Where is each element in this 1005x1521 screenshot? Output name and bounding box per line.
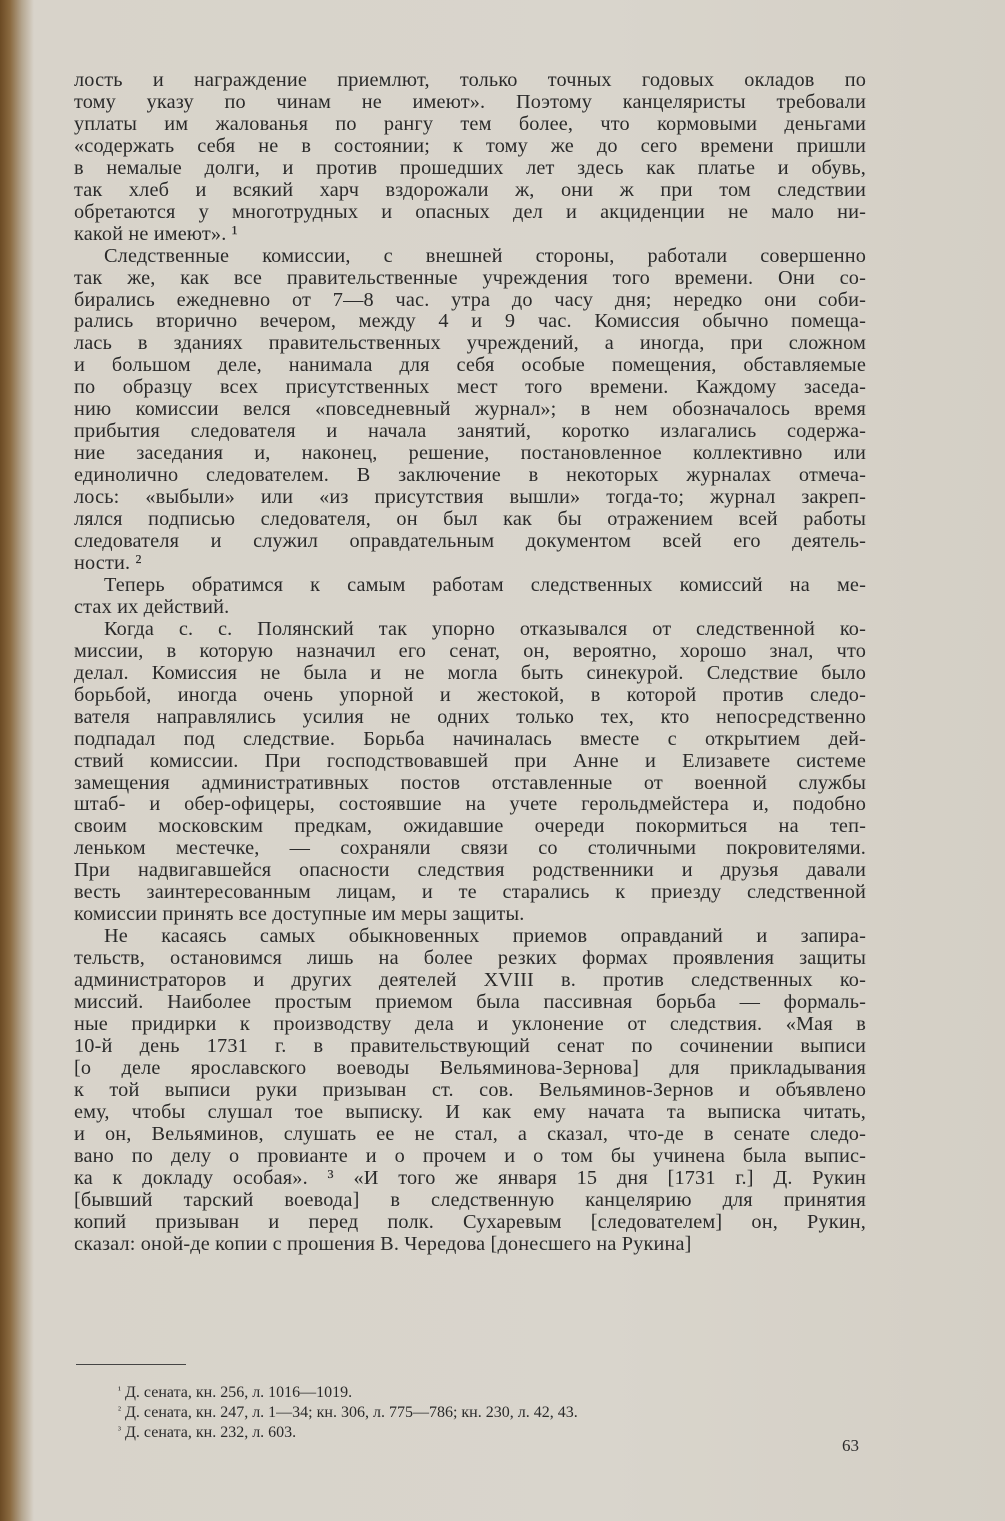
text-line: бирались ежедневно от 7—8 час. утра до часу дня; нередко они соби- bbox=[74, 289, 866, 311]
text-line: администраторов и других деятелей XVIII в. против следственных ко- bbox=[74, 970, 866, 992]
text-line: по образцу всех присутственных мест того времени. Каждому заседа- bbox=[74, 377, 866, 399]
footnote-mark: ³ bbox=[118, 1425, 121, 1436]
text-line: рались вторично вечером, между 4 и 9 час. Комиссия обычно помеща- bbox=[74, 311, 866, 333]
text-line: обретаются у многотрудных и опасных дел и акциденции не мало ни- bbox=[74, 201, 866, 223]
text-line: ствий комиссии. При господствовавшей при Анне и Елизавете системе bbox=[74, 750, 866, 772]
text-line: тельств, остановимся лишь на более резких формах проявления защиты bbox=[74, 948, 866, 970]
body-text bbox=[74, 70, 866, 1255]
text-line: штаб- и обер-офицеры, состоявшие на учете герольдмейстера и, подобно bbox=[74, 794, 866, 816]
text-line: тому указу по чинам не имеют». Поэтому канцеляристы требовали bbox=[74, 91, 866, 113]
footnote-mark: ² bbox=[118, 1405, 121, 1416]
footnote bbox=[118, 1422, 578, 1442]
footnote-text: Д. сената, кн. 232, л. 603. bbox=[125, 1424, 297, 1441]
page-number: 63 bbox=[842, 1436, 859, 1455]
text-line: лось: «выбыли» или «из присутствия вышли» тогда-то; журнал закреп- bbox=[74, 487, 866, 509]
footnote-text: Д. сената, кн. 256, л. 1016—1019. bbox=[125, 1384, 353, 1401]
text-line: копий призыван и перед полк. Сухаревым [следователем] он, Рукин, bbox=[74, 1211, 866, 1233]
text-line: подпадал под следствие. Борьба начиналась вместе с открытием дей- bbox=[74, 728, 866, 750]
text-line: 10-й день 1731 г. в правительствующий сенат по сочинении выписи bbox=[74, 1035, 866, 1057]
text-line: стах их действий. bbox=[74, 596, 230, 618]
footnote-text: Д. сената, кн. 247, л. 1—34; кн. 306, л. 775—786; кн. 230, л. 42, 43. bbox=[125, 1404, 578, 1421]
text-line: леньком местечке, — сохраняли связи со столичными покровителями. bbox=[74, 838, 866, 860]
text-line: Когда с. с. Полянский так упорно отказывался от следственной ко- bbox=[104, 618, 866, 640]
text-line: Следственные комиссии, с внешней стороны, работали совершенно bbox=[104, 245, 866, 267]
text-line: так же, как все правительственные учреждения того времени. Они со- bbox=[74, 267, 866, 289]
paragraph bbox=[74, 70, 866, 246]
footnote-separator bbox=[76, 1364, 186, 1365]
text-line: вано по делу о провианте и о прочем и о том бы учинена была выпис- bbox=[74, 1145, 866, 1167]
footnotes bbox=[118, 1382, 578, 1442]
text-line: сказал: оной-де копии с прошения В. Чередова [донесшего на Рукина] bbox=[74, 1233, 692, 1255]
text-line: «содержать себя не в состоянии; к тому же до сего времени пришли bbox=[74, 135, 866, 157]
text-line: лость и награждение приемлют, только точных годовых окладов по bbox=[74, 70, 866, 91]
text-line: ности. ² bbox=[74, 552, 142, 574]
footnote bbox=[118, 1382, 578, 1402]
text-line: ние заседания и, наконец, решение, постановленное коллективно или bbox=[74, 443, 866, 465]
text-line: весть заинтересованным лицам, и те старались к приезду следственной bbox=[74, 882, 866, 904]
text-line: уплаты им жалованья по рангу тем более, что кормовыми деньгами bbox=[74, 113, 866, 135]
text-line: своим московским предкам, ожидавшие очереди покормиться на теп- bbox=[74, 816, 866, 838]
paragraph bbox=[74, 619, 866, 926]
text-line: миссии, в которую назначил его сенат, он, вероятно, хорошо знал, что bbox=[74, 640, 866, 662]
footnote-mark: ¹ bbox=[118, 1385, 121, 1396]
text-line: [о деле ярославского воеводы Вельяминова-Зернова] для прикладывания bbox=[74, 1057, 866, 1079]
paragraph bbox=[74, 246, 866, 575]
text-line: делал. Комиссия не была и не могла быть синекурой. Следствие было bbox=[74, 662, 866, 684]
text-line: замещения административных постов отставленные от военной службы bbox=[74, 772, 866, 794]
text-line: к той выписи руки призыван ст. сов. Вельяминов-Зернов и объявлено bbox=[74, 1079, 866, 1101]
text-line: следователя и служил оправдательным документом всей его деятель- bbox=[74, 531, 866, 553]
text-line: миссий. Наиболее простым приемом была пассивная борьба — формаль- bbox=[74, 992, 866, 1014]
footnote bbox=[118, 1402, 578, 1422]
text-line: и он, Вельяминов, слушать ее не стал, а сказал, что-де в сенате следо- bbox=[74, 1123, 866, 1145]
text-line: прибытия следователя и начала занятий, коротко излагались содержа- bbox=[74, 421, 866, 443]
text-line: какой не имеют». ¹ bbox=[74, 223, 238, 245]
text-line: ные придирки к производству дела и уклонение от следствия. «Мая в bbox=[74, 1013, 866, 1035]
text-line: ему, чтобы слушал тое выписку. И как ему начата та выписка читать, bbox=[74, 1101, 866, 1123]
text-line: нию комиссии велся «повседневный журнал»; в нем обозначалось время bbox=[74, 399, 866, 421]
text-line: борьбой, иногда очень упорной и жестокой, в которой против следо- bbox=[74, 684, 866, 706]
text-line: Не касаясь самых обыкновенных приемов оправданий и запира- bbox=[104, 926, 866, 948]
text-line: лась в зданиях правительственных учреждений, а иногда, при сложном bbox=[74, 333, 866, 355]
paragraph bbox=[74, 926, 866, 1255]
text-line: лялся подписью следователя, он был как бы отражением всей работы bbox=[74, 509, 866, 531]
text-line: комиссии принять все доступные им меры защиты. bbox=[74, 904, 525, 926]
text-line: и большом деле, нанимала для себя особые помещения, обставляемые bbox=[74, 355, 866, 377]
text-line: единолично следователем. В заключение в некоторых журналах отмеча- bbox=[74, 465, 866, 487]
text-line: в немалые долги, и против прошедших лет здесь как платье и обувь, bbox=[74, 157, 866, 179]
text-line: Теперь обратимся к самым работам следственных комиссий на ме- bbox=[104, 574, 866, 596]
text-line: ка к докладу особая». ³ «И того же января 15 дня [1731 г.] Д. Рукин bbox=[74, 1167, 866, 1189]
text-line: так хлеб и всякий харч вздорожали ж, они ж при том следствии bbox=[74, 179, 866, 201]
paragraph bbox=[74, 575, 866, 619]
text-line: При надвигавшейся опасности следствия родственники и друзья давали bbox=[74, 860, 866, 882]
text-line: вателя направлялись усилия не одних только тех, кто непосредственно bbox=[74, 706, 866, 728]
text-line: [бывший тарский воевода] в следственную канцелярию для принятия bbox=[74, 1189, 866, 1211]
